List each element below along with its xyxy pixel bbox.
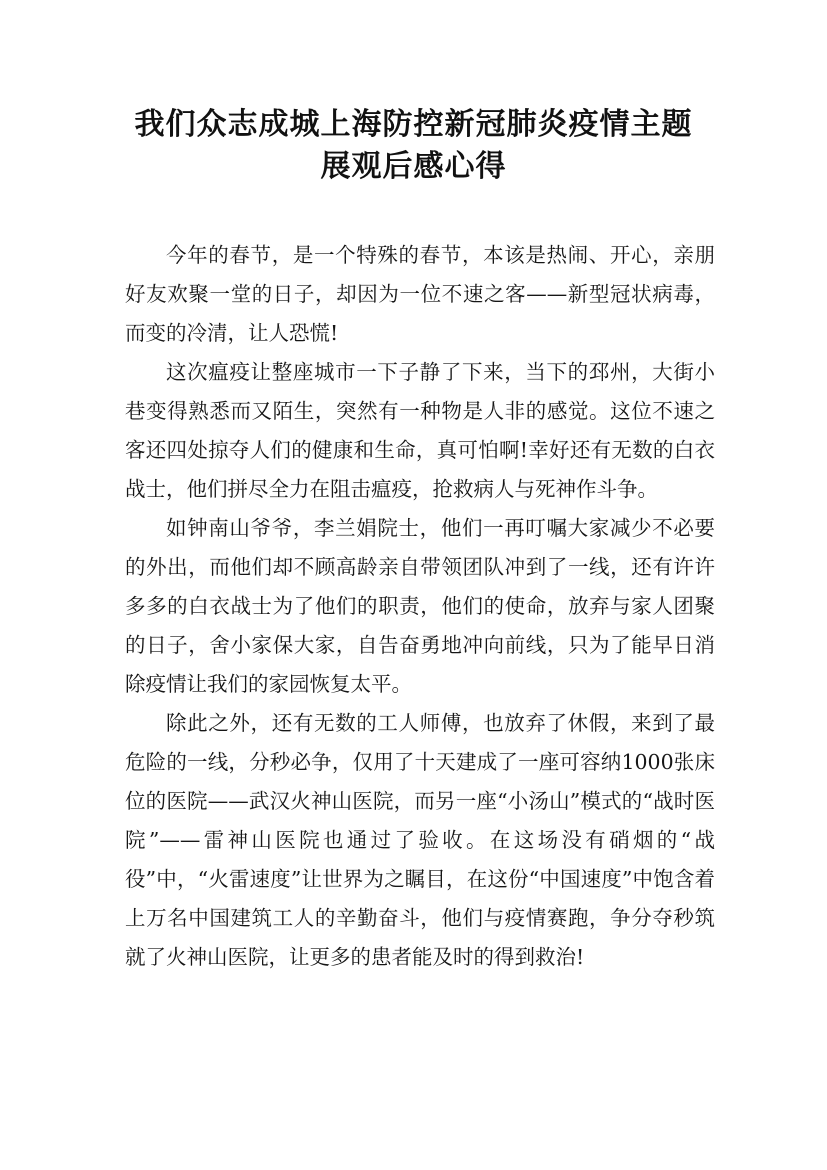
paragraph-3: 如钟南山爷爷，李兰娟院士，他们一再叮嘱大家减少不必要的外出，而他们却不顾高龄亲自带领团队冲到了一线，还有许许多多的白衣战士为了他们的职责，他们的使命，放弃与家人团聚的日子，舍小家保大家，自告奋勇地冲向前线，只为了能早日消除疫情让我们的家园恢复太平。 <box>125 516 715 696</box>
document-title-line-2: 展观后感心得 <box>320 149 507 184</box>
paragraph-1: 今年的春节，是一个特殊的春节，本该是热闹、开心，亲朋好友欢聚一堂的日子，却因为一位不速之客——新型冠状病毒，而变的冷清，让人恐慌! <box>125 243 715 345</box>
paragraph-2: 这次瘟疫让整座城市一下子静了下来，当下的邳州，大街小巷变得熟悉而又陌生，突然有一种物是人非的感觉。这位不速之客还四处掠夺人们的健康和生命，真可怕啊!幸好还有无数的白衣战士，他们拼尽全力在阻击瘟疫，抢救病人与死神作斗争。 <box>125 360 715 501</box>
document-title-line-1: 我们众志成城上海防控新冠肺炎疫情主题 <box>134 107 693 142</box>
paragraph-4: 除此之外，还有无数的工人师傅，也放弃了休假，来到了最危险的一线，分秒必争，仅用了十天建成了一座可容纳1000张床位的医院——武汉火神山医院，而另一座“小汤山”模式的“战时医院”——雷神山医院也通过了验收。在这场没有硝烟的“战役”中，“火雷速度”让世界为之瞩目，在这份“中国速度”中饱含着上万名中国建筑工人的辛勤奋斗，他们与疫情赛跑，争分夺秒筑就了火神山医院，让更多的患者能及时的得到救治! <box>125 711 715 969</box>
document-body <box>125 236 715 977</box>
